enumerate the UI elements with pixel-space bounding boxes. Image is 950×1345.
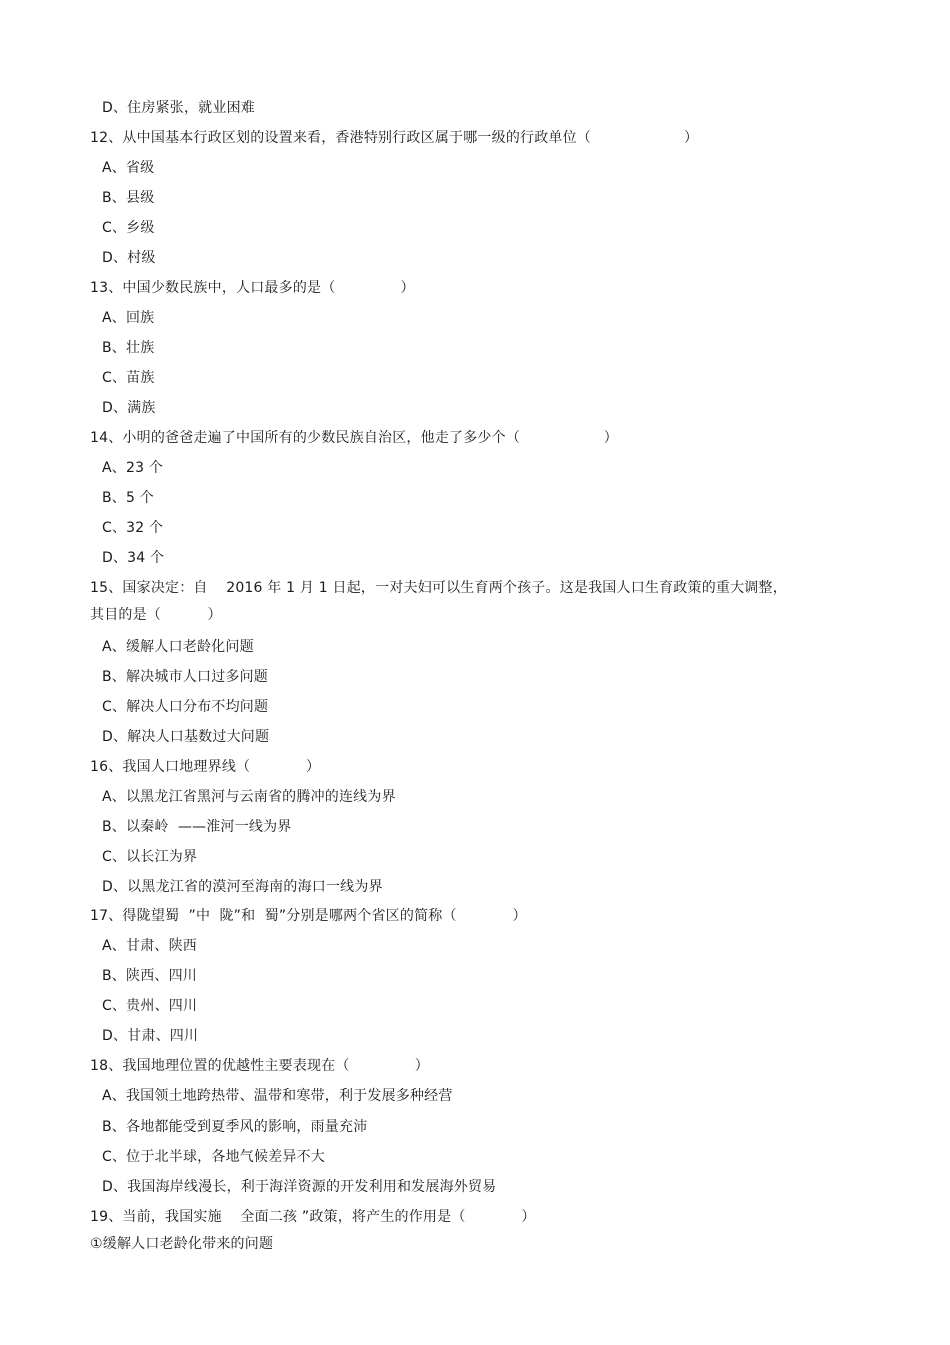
option-line: C、以长江为界 xyxy=(102,849,198,865)
option-line: C、解决人口分布不均问题 xyxy=(102,699,269,715)
option-line: A、缓解人口老龄化问题 xyxy=(102,639,254,655)
option-line: B、各地都能受到夏季风的影响，雨量充沛 xyxy=(102,1119,368,1135)
option-line: B、陕西、四川 xyxy=(102,968,198,984)
question-19: 19、当前，我国实施 全面二孩 ”政策，将产生的作用是（ ） xyxy=(90,1209,536,1225)
option-line: D、满族 xyxy=(102,400,156,416)
question-18: 18、我国地理位置的优越性主要表现在（ ） xyxy=(90,1058,429,1074)
option-line: A、以黑龙江省黑河与云南省的腾冲的连线为界 xyxy=(102,789,396,805)
option-line: B、以秦岭 ——淮河一线为界 xyxy=(102,819,292,835)
option-line: B、解决城市人口过多问题 xyxy=(102,669,269,685)
option-line: D、解决人口基数过大问题 xyxy=(102,729,270,745)
option-line: A、甘肃、陕西 xyxy=(102,938,197,954)
question-19-statement-1: ①缓解人口老龄化带来的问题 xyxy=(90,1236,274,1252)
option-line: B、县级 xyxy=(102,190,155,206)
question-12: 12、从中国基本行政区划的设置来看，香港特别行政区属于哪一级的行政单位（ ） xyxy=(90,130,699,146)
option-line: B、壮族 xyxy=(102,340,155,356)
question-13: 13、中国少数民族中，人口最多的是（ ） xyxy=(90,280,415,296)
option-line: A、23 个 xyxy=(102,460,164,476)
option-line: C、苗族 xyxy=(102,370,155,386)
question-16: 16、我国人口地理界线（ ） xyxy=(90,759,321,775)
option-line: D、以黑龙江省的漠河至海南的海口一线为界 xyxy=(102,879,383,895)
option-line: B、5 个 xyxy=(102,490,154,506)
option-line: C、贵州、四川 xyxy=(102,998,198,1014)
option-line: C、32 个 xyxy=(102,520,164,536)
option-line: D、村级 xyxy=(102,250,156,266)
question-14: 14、小明的爸爸走遍了中国所有的少数民族自治区，他走了多少个（ ） xyxy=(90,430,618,446)
option-line: D、34 个 xyxy=(102,550,165,566)
option-line: D、甘肃、四川 xyxy=(102,1028,199,1044)
question-15-continuation: 其目的是（ ） xyxy=(90,607,222,623)
option-line: A、我国领土地跨热带、温带和寒带，利于发展多种经营 xyxy=(102,1088,453,1104)
option-line: C、乡级 xyxy=(102,220,155,236)
option-line: A、省级 xyxy=(102,160,155,176)
option-line: D、我国海岸线漫长，利于海洋资源的开发利用和发展海外贸易 xyxy=(102,1179,497,1195)
option-line: D、住房紧张，就业困难 xyxy=(102,100,255,116)
question-15: 15、国家决定：自 2016 年 1 月 1 日起，一对夫妇可以生育两个孩子。这是我国人口生育政策的重大调整， xyxy=(90,580,787,596)
option-line: A、回族 xyxy=(102,310,155,326)
question-17: 17、得陇望蜀 ”中 陇”和 蜀”分别是哪两个省区的简称（ ） xyxy=(90,908,527,924)
option-line: C、位于北半球，各地气候差异不大 xyxy=(102,1149,325,1165)
